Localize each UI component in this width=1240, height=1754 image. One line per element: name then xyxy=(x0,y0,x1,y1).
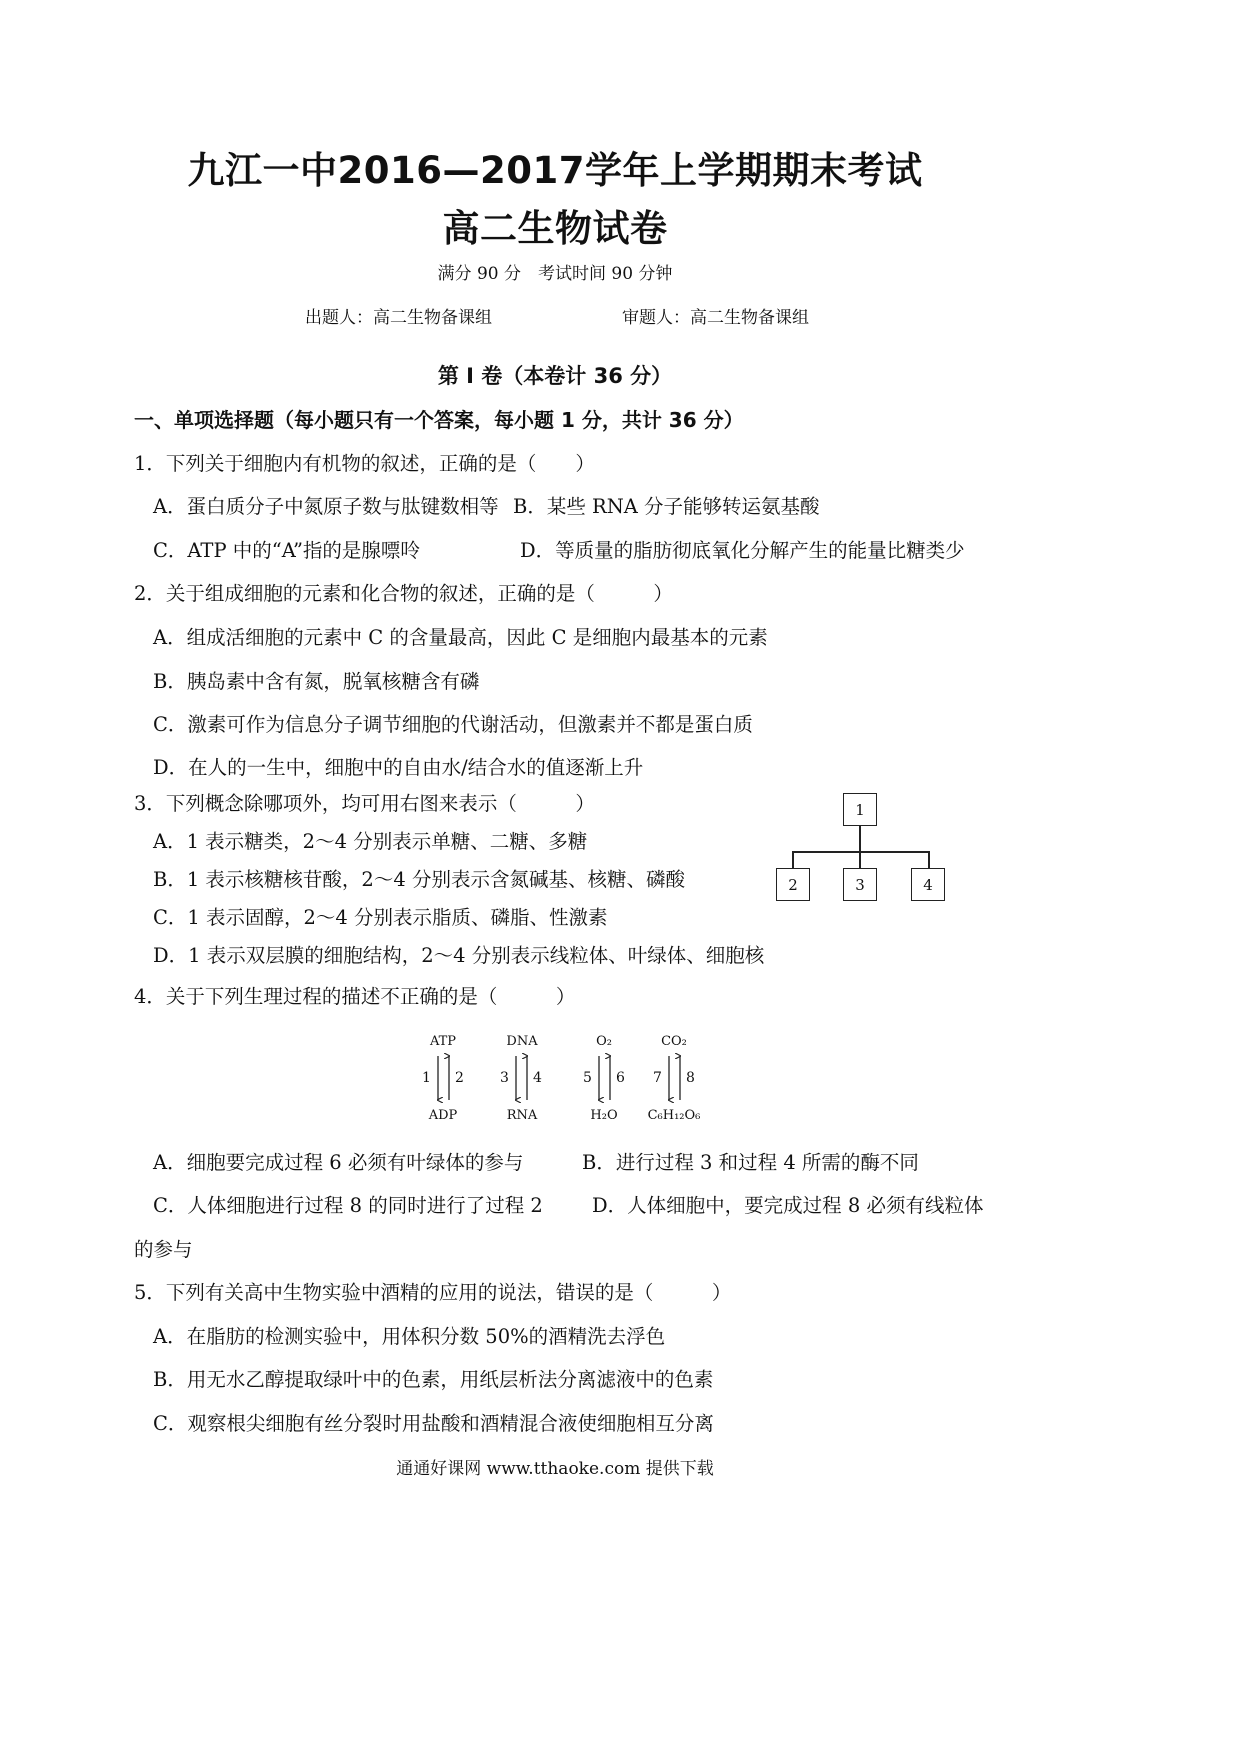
q1-option-a: A．蛋白质分子中氮原子数与肽键数相等 xyxy=(153,495,499,518)
q4-option-d: D．人体细胞中，要完成过程 8 必须有线粒体 xyxy=(592,1194,984,1217)
process-number-8: 8 xyxy=(686,1070,695,1086)
tree-node-top: 1 xyxy=(843,793,877,826)
process-number-6: 6 xyxy=(616,1070,625,1086)
tree-node-child-4: 4 xyxy=(911,868,945,901)
chem-h2o: H₂O xyxy=(590,1108,618,1123)
q5-option-c: C．观察根尖细胞有丝分裂时用盐酸和酒精混合液使细胞相互分离 xyxy=(153,1412,714,1435)
tree-connector xyxy=(859,851,861,868)
setter: 出题人：高二生物备课组 xyxy=(305,308,492,328)
q5-option-a: A．在脂肪的检测实验中，用体积分数 50%的酒精洗去浮色 xyxy=(153,1325,666,1348)
q2-option-a: A．组成活细胞的元素中 C 的含量最高，因此 C 是细胞内最基本的元素 xyxy=(153,626,768,649)
chem-o2: O₂ xyxy=(596,1034,612,1049)
q2-option-b: B．胰岛素中含有氮，脱氧核糖含有磷 xyxy=(153,670,480,693)
question-2-stem: 2．关于组成细胞的元素和化合物的叙述，正确的是（ ） xyxy=(134,582,673,605)
q3-option-c: C．1 表示固醇，2～4 分别表示脂质、磷脂、性激素 xyxy=(153,906,608,929)
q1-option-b: B．某些 RNA 分子能够转运氨基酸 xyxy=(513,495,820,518)
question-1-stem: 1．下列关于细胞内有机物的叙述，正确的是（ ） xyxy=(134,452,595,475)
question-3-stem: 3．下列概念除哪项外，均可用右图来表示（ ） xyxy=(134,792,595,815)
q3-option-d: D．1 表示双层膜的细胞结构，2～4 分别表示线粒体、叶绿体、细胞核 xyxy=(153,944,765,967)
tree-node-child-3: 3 xyxy=(843,868,877,901)
process-number-3: 3 xyxy=(500,1070,509,1086)
exam-meta: 满分 90 分 考试时间 90 分钟 xyxy=(437,264,673,284)
chem-glucose: C₆H₁₂O₆ xyxy=(647,1108,701,1123)
question-5-stem: 5．下列有关高中生物实验中酒精的应用的说法，错误的是（ ） xyxy=(134,1281,732,1304)
chem-atp: ATP xyxy=(429,1034,457,1049)
q3-option-a: A．1 表示糖类，2～4 分别表示单糖、二糖、多糖 xyxy=(153,830,588,853)
process-number-1: 1 xyxy=(422,1070,431,1086)
exam-title: 九江一中2016—2017学年上学期期末考试 xyxy=(187,149,923,192)
process-number-5: 5 xyxy=(583,1070,592,1086)
chem-adp: ADP xyxy=(428,1108,458,1123)
part-heading: 第 I 卷（本卷计 36 分） xyxy=(437,364,673,388)
reviewer: 审题人：高二生物备课组 xyxy=(622,308,809,328)
q5-option-b: B．用无水乙醇提取绿叶中的色素，用纸层析法分离滤液中的色素 xyxy=(153,1368,714,1391)
q4-option-b: B．进行过程 3 和过程 4 所需的酶不同 xyxy=(582,1151,919,1174)
q4-option-a: A．细胞要完成过程 6 必须有叶绿体的参与 xyxy=(153,1151,524,1174)
tree-node-child-2: 2 xyxy=(776,868,810,901)
process-number-2: 2 xyxy=(455,1070,464,1086)
section-heading: 一、单项选择题（每小题只有一个答案，每小题 1 分，共计 36 分） xyxy=(134,408,744,432)
question-4-stem: 4．关于下列生理过程的描述不正确的是（ ） xyxy=(134,985,576,1008)
tree-connector xyxy=(792,851,794,868)
q1-option-d: D．等质量的脂肪彻底氧化分解产生的能量比糖类少 xyxy=(520,539,965,562)
chem-dna: DNA xyxy=(506,1034,538,1049)
chem-rna: RNA xyxy=(506,1108,538,1123)
q4-option-d-continued: 的参与 xyxy=(134,1238,193,1261)
tree-connector xyxy=(792,851,930,853)
chem-co2: CO₂ xyxy=(661,1034,687,1049)
q2-option-d: D．在人的一生中，细胞中的自由水/结合水的值逐渐上升 xyxy=(153,756,644,779)
q4-option-c: C．人体细胞进行过程 8 的同时进行了过程 2 xyxy=(153,1194,543,1217)
process-number-7: 7 xyxy=(653,1070,662,1086)
tree-connector xyxy=(859,826,861,851)
q3-option-b: B．1 表示核糖核苷酸，2～4 分别表示含氮碱基、核糖、磷酸 xyxy=(153,868,685,891)
q2-option-c: C．激素可作为信息分子调节细胞的代谢活动，但激素并不都是蛋白质 xyxy=(153,713,753,736)
tree-connector xyxy=(928,851,930,868)
q1-option-c: C．ATP 中的“A”指的是腺嘌呤 xyxy=(153,539,420,562)
page-footer: 通通好课网 www.tthaoke.com 提供下载 xyxy=(396,1459,714,1479)
exam-subtitle: 高二生物试卷 xyxy=(442,207,668,250)
process-number-4: 4 xyxy=(533,1070,542,1086)
